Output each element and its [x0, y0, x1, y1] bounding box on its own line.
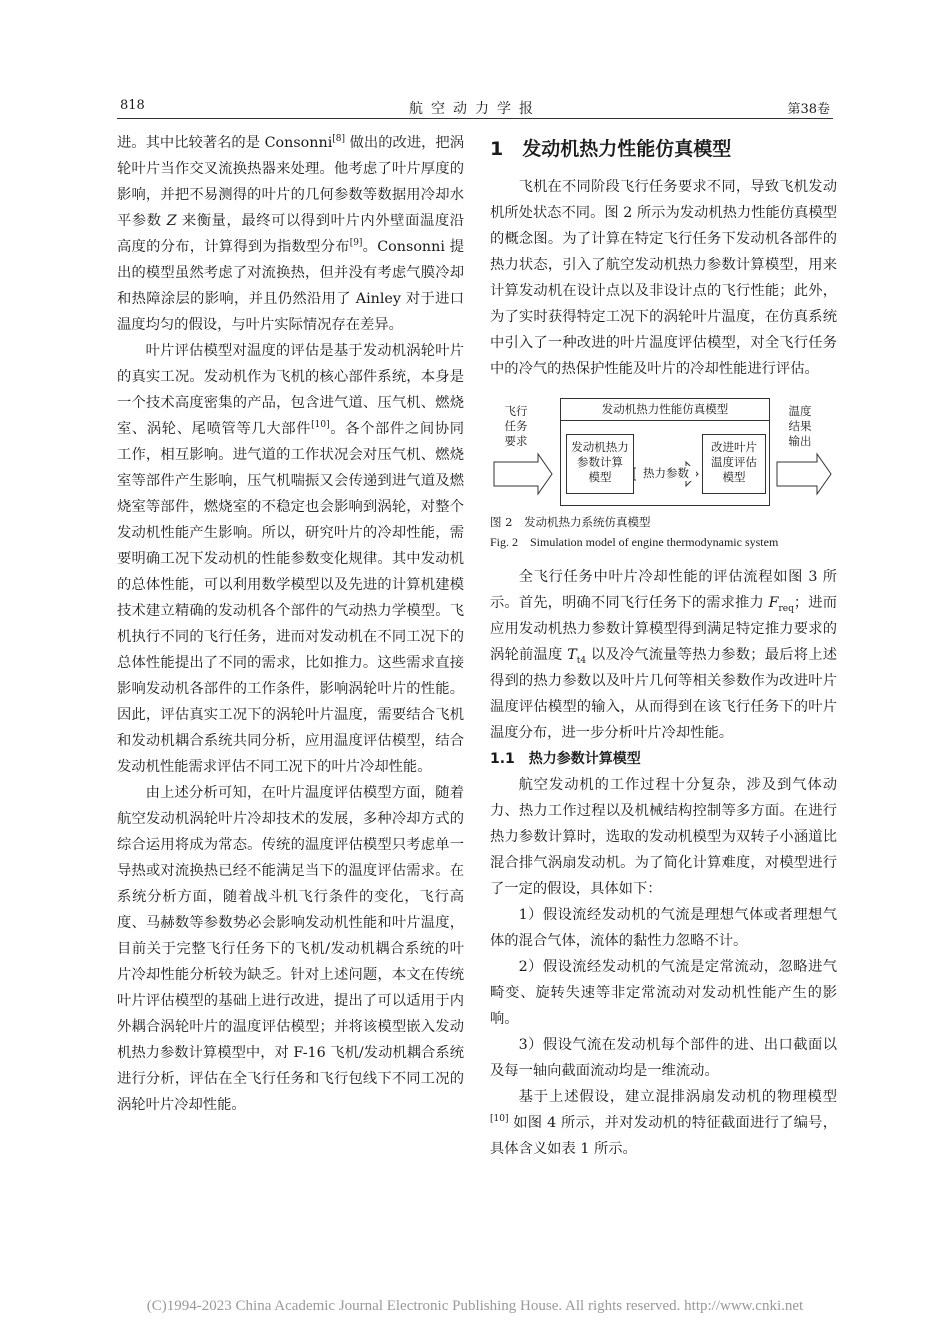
paragraph	[490, 564, 837, 746]
text-run: 来衡量，最终可以得到叶片内外壁面温度沿高度的分布，计算得到为指数型分布	[117, 213, 465, 255]
text-run: 以及冷气流量等热力参数；最后将上述得到的热力参数以及叶片几何等相关参数作为改进叶片温度评估模型的输入，从而得到在该飞行任务下的叶片温度分布，进一步分析叶片冷却性能。	[490, 647, 837, 741]
math-subscript: t4	[576, 655, 587, 666]
right-column	[490, 130, 837, 1162]
text-run: 2）假设流经发动机的气流是定常流动，忽略进气畸变、旋转失速等非定常流动对发动机性能产生的影响。	[490, 959, 837, 1027]
citation: [9]	[349, 238, 363, 249]
figure-caption-cn: 图 2 发动机热力系统仿真模型	[490, 515, 651, 529]
text-run: 。各个部件之间协同工作，相互影响。进气道的工作状况会对压气机、燃烧室等部件产生影响，压气机喘振又会传递到进气道及燃烧室等部件，燃烧室的不稳定也会影响到涡轮，对整个发动机性能产生影响。所以，研究叶片的冷却性能，需要明确工况下发动机的性能参数变化规律。其中发动机的总体性能，可以利用数学模型以及先进的计算机建模技术建立精确的发动机各个部件的气动热力学模型。飞机执行不同的飞行任务，进而对发动机在不同工况下的总体性能提出了不同的需求，比如推力。这些需求直接影响发动机各部件的工作条件，影响涡轮叶片的性能。因此，评估真实工况下的涡轮叶片温度，需要结合飞机和发动机耦合系统共同分析，应用温度评估模型，结合发动机性能需求评估不同工况下的叶片冷却性能。	[117, 421, 465, 775]
citation: [10]	[490, 1114, 509, 1125]
thermo-params-label: 热力参数	[636, 466, 696, 481]
text-run: 做出的改进，把涡轮叶片当作交叉流换热器来处理。他考虑了叶片厚度的影响，并把不易测得的叶片的几何参数等数据用冷却水平参数	[117, 135, 465, 229]
text-run: 由上述分析可知，在叶片温度评估模型方面，随着航空发动机涡轮叶片冷却技术的发展，多种冷却方式的综合运用将成为常态。传统的温度评估模型只考虑单一导热或对流换热已经不能满足当下的温度评估需求。在系统分析方面，随着战斗机飞行条件的变化，飞行高度、马赫数等参数势必会影响发动机性能和叶片温度，目前关于完整飞行任务下的飞机/发动机耦合系统的叶片冷却性能分析较为缺乏。针对上述问题，本文在传统叶片评估模型的基础上进行改进，提出了可以适用于内外耦合涡轮叶片的温度评估模型；并将该模型嵌入发动机热力参数计算模型中，对 F-16 飞机/发动机耦合系统进行分析，评估在全飞行任务和飞行包线下不同工况的涡轮叶片冷却性能。	[117, 785, 464, 1113]
paragraph	[117, 780, 464, 1118]
left-column	[117, 130, 464, 1118]
citation: [8]	[332, 134, 346, 145]
figure-caption-en: Fig. 2 Simulation model of engine thermodynamic system	[490, 535, 779, 549]
volume-label: 第38卷	[787, 102, 830, 117]
math-subscript: req	[778, 603, 794, 614]
assumption-item	[490, 954, 837, 1032]
journal-title: 航空动力学报	[409, 101, 541, 117]
thermo-param-model-label: 发动机热力 参数计算 模型	[571, 440, 629, 484]
citation: [10]	[311, 420, 330, 431]
outer-model-title: 发动机热力性能仿真模型	[601, 402, 729, 416]
text-run: 进。其中比较著名的是 Consonni	[117, 135, 333, 151]
figure-2-diagram	[490, 396, 837, 508]
temperature-output-label: 温度 结果 输出	[788, 404, 812, 448]
input-arrow	[494, 454, 552, 494]
paragraph	[490, 1084, 837, 1162]
math-symbol: F	[768, 595, 779, 611]
text-run: 基于上述假设，建立混排涡扇发动机的物理模型	[518, 1089, 837, 1105]
math-symbol: Z	[166, 213, 177, 229]
header-rule	[117, 118, 833, 119]
section-heading: 1 发动机热力性能仿真模型	[490, 138, 732, 160]
title-divider	[560, 420, 770, 421]
text-run: 1）假设流经发动机的气流是理想气体或者理想气体的混合气体，流体的黏性力忽略不计。	[490, 907, 837, 949]
text-run: 如图 4 所示，并对发动机的特征截面进行了编号，具体含义如表 1 所示。	[490, 1115, 837, 1157]
text-run: 飞机在不同阶段飞行任务要求不同，导致飞机发动机所处状态不同。图 2 所示为发动机热力性能仿真模型的概念图。为了计算在特定飞行任务下发动机各部件的热力状态，引入了航空发动机热力参数计算模型，用来计算发动机在设计点以及非设计点的飞行性能；此外，为了实时获得特定工况下的涡轮叶片温度，在仿真系统中引入了一种改进的叶片温度评估模型，对全飞行任务中的冷气的热保护性能及叶片的冷却性能进行评估。	[490, 179, 838, 377]
text-run: ；进而应用发动机热力参数计算模型得到满足特定推力要求的涡轮前温度	[490, 595, 838, 663]
text-run: 3）假设气流在发动机每个部件的进、出口截面以及每一轴向截面流动均是一维流动。	[490, 1037, 837, 1079]
flight-mission-label: 飞行 任务 要求	[504, 404, 528, 448]
text-run: 航空发动机的工作过程十分复杂，涉及到气体动力、热力工作过程以及机械结构控制等多方面。在进行热力参数计算时，选取的发动机模型为双转子小涵道比混合排气涡扇发动机。为了简化计算难度，对模型进行了一定的假设，具体如下：	[490, 777, 837, 897]
paragraph	[117, 338, 464, 780]
subsection-heading: 1.1 热力参数计算模型	[490, 751, 641, 767]
text-run: 叶片评估模型对温度的评估是基于发动机涡轮叶片的真实工况。发动机作为飞机的核心部件系统，本身是一个技术高度密集的产品，包含进气道、压气机、燃烧室、涡轮、尾喷管等几大部件	[117, 343, 464, 437]
page-number: 818	[120, 98, 145, 113]
assumption-item	[490, 902, 837, 954]
assumption-item	[490, 1032, 837, 1084]
temp-eval-model-label: 改进叶片 温度评估 模型	[711, 440, 757, 484]
paragraph	[490, 174, 837, 382]
paragraph	[117, 130, 464, 338]
text-run: 。Consonni 提出的模型虽然考虑了对流换热，但并没有考虑气膜冷却和热障涂层的影响，并且仍然沿用了 Ainley 对于进口温度均匀的假设，与叶片实际情况存在差异。	[117, 239, 465, 333]
math-symbol: T	[567, 647, 577, 663]
paragraph	[490, 772, 837, 902]
copyright-footer: (C)1994-2023 China Academic Journal Electronic Publishing House. All rights reserved. http://www.cnki.net	[146, 1298, 804, 1314]
text-run: 全飞行任务中叶片冷却性能的评估流程如图 3 所示。首先，明确不同飞行任务下的需求推力	[490, 569, 837, 611]
output-arrow	[777, 454, 831, 494]
